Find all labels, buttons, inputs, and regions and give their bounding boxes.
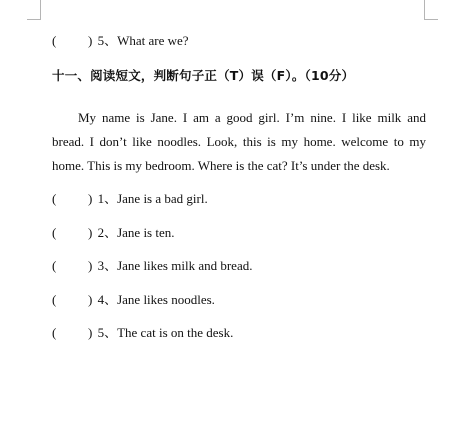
question-line-3 xyxy=(52,258,252,274)
answer-paren-open: ( xyxy=(52,292,57,307)
question-text: 5、What are we? xyxy=(97,33,189,48)
answer-paren-open: ( xyxy=(52,191,57,206)
answer-paren-open: ( xyxy=(52,33,57,48)
crop-mark-top-left xyxy=(27,19,41,20)
question-text: 3、Jane likes milk and bread. xyxy=(97,258,253,273)
answer-paren-close: ) xyxy=(88,325,93,340)
question-line-previous-5 xyxy=(52,33,189,49)
answer-paren-open: ( xyxy=(52,225,57,240)
reading-passage xyxy=(52,106,426,178)
question-line-1 xyxy=(52,191,208,207)
question-text: 5、The cat is on the desk. xyxy=(97,325,234,340)
answer-paren-close: ) xyxy=(88,225,93,240)
crop-mark-top-right xyxy=(424,19,438,20)
answer-paren-close: ) xyxy=(88,191,93,206)
question-line-5 xyxy=(52,325,233,341)
passage-line: home. This is my bedroom. Where is the cat? It’s under the desk. xyxy=(52,158,390,173)
answer-paren-open: ( xyxy=(52,258,57,273)
question-line-2 xyxy=(52,225,175,241)
answer-paren-close: ) xyxy=(88,292,93,307)
answer-paren-close: ) xyxy=(88,258,93,273)
question-text: 2、Jane is ten. xyxy=(97,225,175,240)
question-text: 1、Jane is a bad girl. xyxy=(97,191,208,206)
crop-mark-top-left-vertical xyxy=(40,0,41,20)
answer-paren-open: ( xyxy=(52,325,57,340)
question-line-4 xyxy=(52,292,215,308)
answer-paren-close: ) xyxy=(88,33,93,48)
passage-line: bread. I don’t like noodles. Look, this is my home. welcome to my xyxy=(52,134,426,149)
passage-line: My name is Jane. I am a good girl. I’m nine. I like milk and xyxy=(78,110,426,125)
question-text: 4、Jane likes noodles. xyxy=(97,292,215,307)
crop-mark-top-right-vertical xyxy=(424,0,425,20)
section-heading: 十一、阅读短文，判断句子正（T）误（F）。（10分） xyxy=(52,68,355,83)
